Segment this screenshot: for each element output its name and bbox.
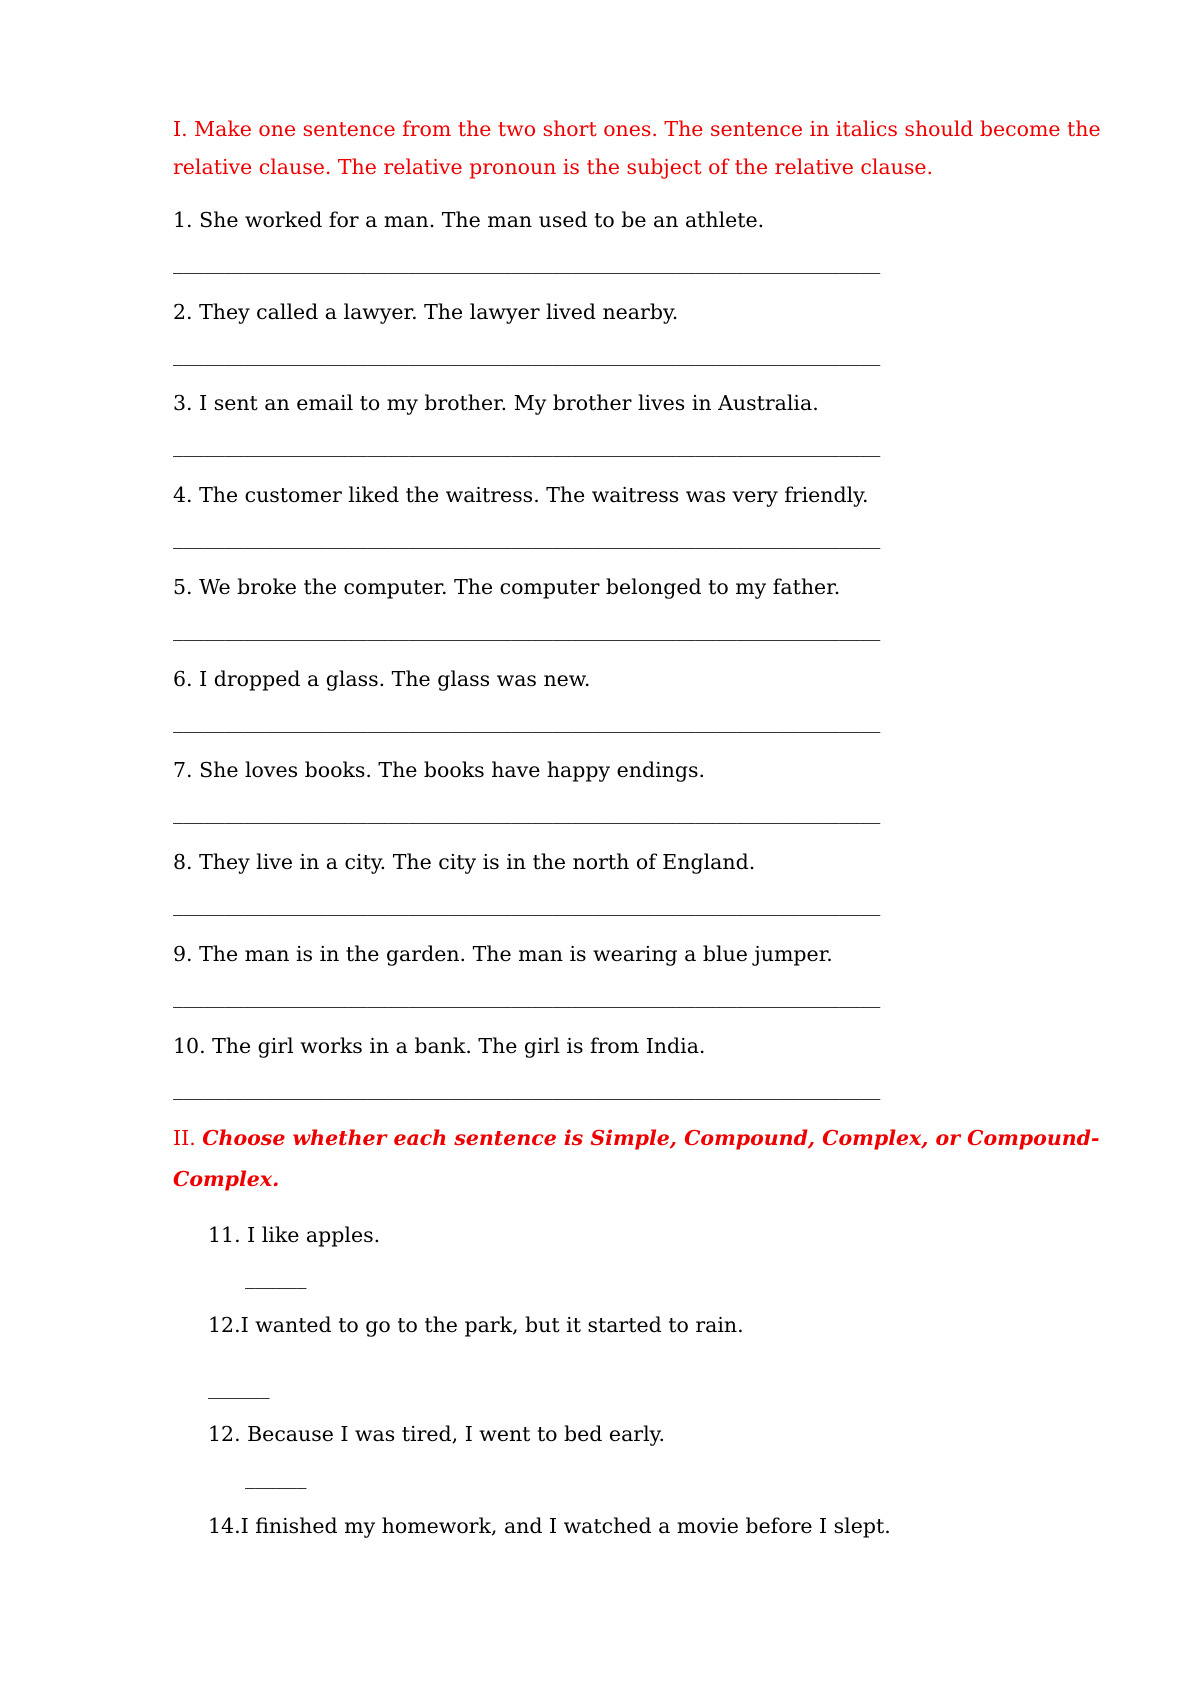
question-5: 5. We broke the computer. The computer belonged to my father. [173,575,841,599]
question-9: 9. The man is in the garden. The man is wearing a blue jumper. [173,942,833,966]
answer-line-6[interactable]: _____________________________________________________________________ [173,709,881,733]
answer-line-9[interactable]: _____________________________________________________________________ [173,984,881,1008]
answer-line-2[interactable]: _____________________________________________________________________ [173,342,881,366]
answer-line-4[interactable]: _____________________________________________________________________ [173,525,881,549]
section2-number: II. [173,1126,203,1150]
question-8: 8. They live in a city. The city is in the north of England. [173,850,756,874]
answer-line-1[interactable]: _____________________________________________________________________ [173,250,881,274]
answer-blank-12[interactable]: ______ [208,1375,270,1399]
question-4: 4. The customer liked the waitress. The waitress was very friendly. [173,483,869,507]
question-10: 10. The girl works in a bank. The girl is from India. [173,1034,706,1058]
question-6: 6. I dropped a glass. The glass was new. [173,667,591,691]
question-14: 14.I finished my homework, and I watched a movie before I slept. [208,1514,891,1538]
question-1: 1. She worked for a man. The man used to be an athlete. [173,208,765,232]
section1-instruction-line2: relative clause. The relative pronoun is the subject of the relative clause. [173,155,934,179]
section2-instruction-text: Choose whether each sentence is Simple, Compound, Complex, or Compound- [202,1126,1100,1150]
question-13: 12. Because I was tired, I went to bed early. [208,1422,666,1446]
answer-line-5[interactable]: _____________________________________________________________________ [173,617,881,641]
answer-blank-11[interactable]: ______ [245,1265,307,1289]
question-2: 2. They called a lawyer. The lawyer lived nearby. [173,300,679,324]
section2-instruction-line1 [173,1125,1099,1151]
section2-instruction-line2: Complex. [173,1167,280,1191]
question-11: 11. I like apples. [208,1223,381,1247]
question-12: 12.I wanted to go to the park, but it started to rain. [208,1313,744,1337]
question-7: 7. She loves books. The books have happy endings. [173,758,705,782]
answer-line-7[interactable]: _____________________________________________________________________ [173,800,881,824]
section1-instruction-line1: I. Make one sentence from the two short ones. The sentence in italics should become the [173,117,1101,141]
answer-line-3[interactable]: _____________________________________________________________________ [173,433,881,457]
answer-line-10[interactable]: _____________________________________________________________________ [173,1076,881,1100]
answer-blank-13[interactable]: ______ [245,1465,307,1489]
question-3: 3. I sent an email to my brother. My brother lives in Australia. [173,391,819,415]
answer-line-8[interactable]: _____________________________________________________________________ [173,892,881,916]
